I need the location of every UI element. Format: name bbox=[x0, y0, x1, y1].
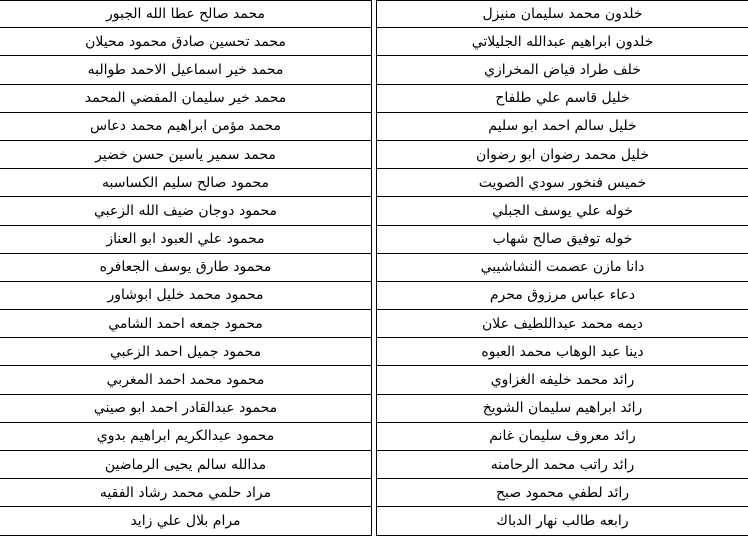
table-cell: خلدون محمد سليمان منيزل bbox=[376, 0, 748, 28]
table-cell: رائد لطفي محمود صبح bbox=[376, 479, 748, 507]
table-cell: محمود جميل احمد الزعبي bbox=[0, 338, 372, 366]
table-cell: خليل قاسم علي طلفاح bbox=[376, 85, 748, 113]
table-cell: دعاء عباس مرزوق محرم bbox=[376, 282, 748, 310]
table-cell: خلدون ابراهيم عبدالله الجليلاتي bbox=[376, 28, 748, 56]
table-cell: محمود طارق يوسف الجعافره bbox=[0, 254, 372, 282]
table-cell: محمد خير سليمان المفضي المحمد bbox=[0, 85, 372, 113]
table-cell: رابعه طالب نهار الدباك bbox=[376, 507, 748, 535]
table-cell: محمود علي العبود ابو العناز bbox=[0, 226, 372, 254]
table-cell: محمد سمير ياسين حسن خضير bbox=[0, 141, 372, 169]
table-cell: خليل محمد رضوان ابو رضوان bbox=[376, 141, 748, 169]
table-cell: خوله توفيق صالح شهاب bbox=[376, 226, 748, 254]
table-cell: محمود دوجان ضيف الله الزعبي bbox=[0, 197, 372, 225]
names-column-left bbox=[0, 0, 372, 536]
table-cell: محمود عبدالكريم ابراهيم بدوي bbox=[0, 423, 372, 451]
table-cell: مدالله سالم يحيى الرماضين bbox=[0, 451, 372, 479]
table-cell: خوله علي يوسف الجبلي bbox=[376, 197, 748, 225]
table-cell: خميس فنخور سودي الصويت bbox=[376, 169, 748, 197]
table-cell: محمود محمد خليل ابوشاور bbox=[0, 282, 372, 310]
table-cell: خليل سالم احمد ابو سليم bbox=[376, 113, 748, 141]
table-cell: محمد خير اسماعيل الاحمد طوالبه bbox=[0, 56, 372, 84]
table-cell: محمود جمعه احمد الشامي bbox=[0, 310, 372, 338]
table-cell: محمود صالح سليم الكساسبه bbox=[0, 169, 372, 197]
table-cell: محمد مؤمن ابراهيم محمد دعاس bbox=[0, 113, 372, 141]
names-column-right bbox=[376, 0, 748, 536]
table-cell: رائد معروف سليمان غانم bbox=[376, 423, 748, 451]
table-cell: محمد صالح عطا الله الجبور bbox=[0, 0, 372, 28]
table-cell: خلف طراد فياض المخرازي bbox=[376, 56, 748, 84]
table-cell: رائد محمد خليفه الغزاوي bbox=[376, 366, 748, 394]
table-cell: رائد ابراهيم سليمان الشويخ bbox=[376, 395, 748, 423]
table-cell: دينا عبد الوهاب محمد العبوه bbox=[376, 338, 748, 366]
table-cell: رائد راتب محمد الرحامنه bbox=[376, 451, 748, 479]
table-cell: محمود محمد احمد المغربي bbox=[0, 366, 372, 394]
table-cell: محمود عبدالقادر احمد ابو صيني bbox=[0, 395, 372, 423]
table-cell: مرام بلال علي زايد bbox=[0, 507, 372, 535]
table-cell: دانا مازن عصمت النشاشيبي bbox=[376, 254, 748, 282]
table-cell: مراد حلمي محمد رشاد الفقيه bbox=[0, 479, 372, 507]
table-cell: محمد تحسين صادق محمود محيلان bbox=[0, 28, 372, 56]
table-cell: ديمه محمد عبداللطيف علان bbox=[376, 310, 748, 338]
